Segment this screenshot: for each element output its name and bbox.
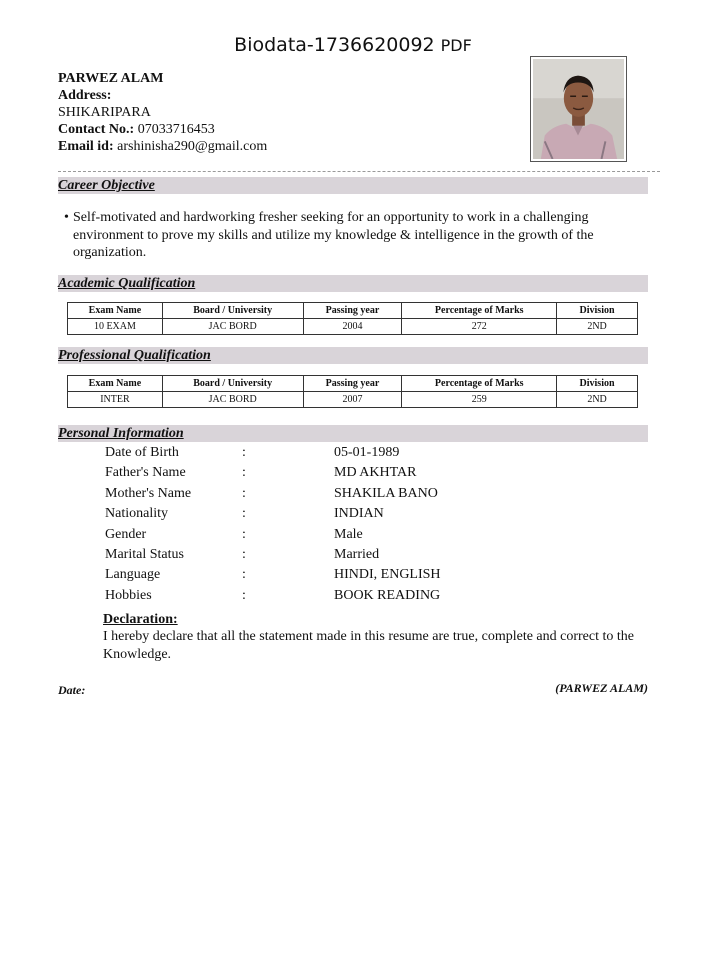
list-item [105,506,585,526]
academic-qualification-heading-text: Academic Qualification [58,276,196,291]
info-value: BOOK READING [334,587,441,603]
list-item [105,547,585,567]
professional-qualification-heading-text: Professional Qualification [58,348,211,363]
info-value: Male [334,526,363,542]
career-objective-text [64,209,624,262]
profile-photo [530,56,627,162]
table-cell: 272 [402,319,557,335]
table-cell: 2ND [557,392,638,408]
info-separator: : [242,547,246,562]
column-header: Board / University [162,303,303,319]
info-separator: : [242,587,246,603]
info-separator: : [242,485,246,501]
info-value: Married [334,547,380,562]
academic-qualification-table [67,302,638,335]
info-value: HINDI, ENGLISH [334,567,441,583]
info-label: Date of Birth [105,445,179,460]
professional-qualification-heading [58,347,648,364]
address-value: SHIKARIPARA [58,105,151,120]
professional-qualification-table [67,375,638,408]
info-label: Gender [105,526,147,542]
table-row [68,319,638,335]
table-row [68,392,638,408]
declaration-text: I hereby declare that all the statement made in this resume are true, complete and correct to the Knowledge. [103,629,634,662]
table-cell: 10 EXAM [68,319,163,335]
list-item [105,567,585,587]
contact-label: Contact No.: [58,122,135,137]
table-cell: JAC BORD [162,319,303,335]
info-label: Mother's Name [105,485,192,501]
list-item [105,527,585,547]
info-label: Father's Name [105,465,186,481]
column-header: Division [557,303,638,319]
table-cell: INTER [68,392,163,408]
document-title-suffix: PDF [440,36,472,55]
personal-information-heading-text: Personal Information [58,426,184,441]
column-header: Percentage of Marks [402,303,557,319]
info-label: Language [105,567,161,583]
info-label: Marital Status [105,547,184,562]
address-label: Address: [58,88,112,103]
list-item [105,588,585,608]
info-value: MD AKHTAR [334,465,417,481]
info-label: Nationality [105,506,168,522]
info-separator: : [242,465,246,481]
info-label: Hobbies [105,587,152,603]
career-objective-heading [58,177,648,194]
document-title-text: Biodata-1736620092 [234,34,435,56]
career-objective-body: Self-motivated and hardworking fresher seeking for an opportunity to work in a challenging environment to prove my skills and utilize my knowledge & intelligence in the growth of the organization. [73,210,594,260]
column-header: Exam Name [68,303,163,319]
contact-header [58,70,267,155]
list-item [105,445,585,465]
info-separator: : [242,567,246,583]
list-item [105,465,585,485]
contact-value: 07033716453 [137,122,215,137]
profile-photo-image [533,59,624,159]
header-divider [58,171,660,172]
document-title [0,34,706,56]
table-cell: JAC BORD [162,392,303,408]
applicant-name: PARWEZ ALAM [58,71,164,86]
list-item [105,486,585,506]
email-label: Email id: [58,139,114,154]
column-header: Exam Name [68,376,163,392]
table-cell: 2007 [303,392,402,408]
column-header: Division [557,376,638,392]
column-header: Percentage of Marks [402,376,557,392]
info-value: SHAKILA BANO [334,485,438,501]
column-header: Board / University [162,376,303,392]
table-header-row [68,303,638,319]
date-label: Date: [58,683,86,697]
info-separator: : [242,445,246,460]
signature: (PARWEZ ALAM) [555,681,648,695]
column-header: Passing year [303,303,402,319]
info-separator: : [242,526,246,542]
academic-qualification-heading [58,275,648,292]
bullet-icon: • [64,210,69,225]
info-value: INDIAN [334,506,384,522]
personal-information-heading [58,425,648,442]
declaration-heading: Declaration: [103,612,178,627]
table-cell: 259 [402,392,557,408]
column-header: Passing year [303,376,402,392]
email-value: arshinisha290@gmail.com [117,139,268,154]
career-objective-heading-text: Career Objective [58,178,155,193]
table-cell: 2ND [557,319,638,335]
info-separator: : [242,506,246,522]
info-value: 05-01-1989 [334,445,400,460]
table-cell: 2004 [303,319,402,335]
table-header-row [68,376,638,392]
